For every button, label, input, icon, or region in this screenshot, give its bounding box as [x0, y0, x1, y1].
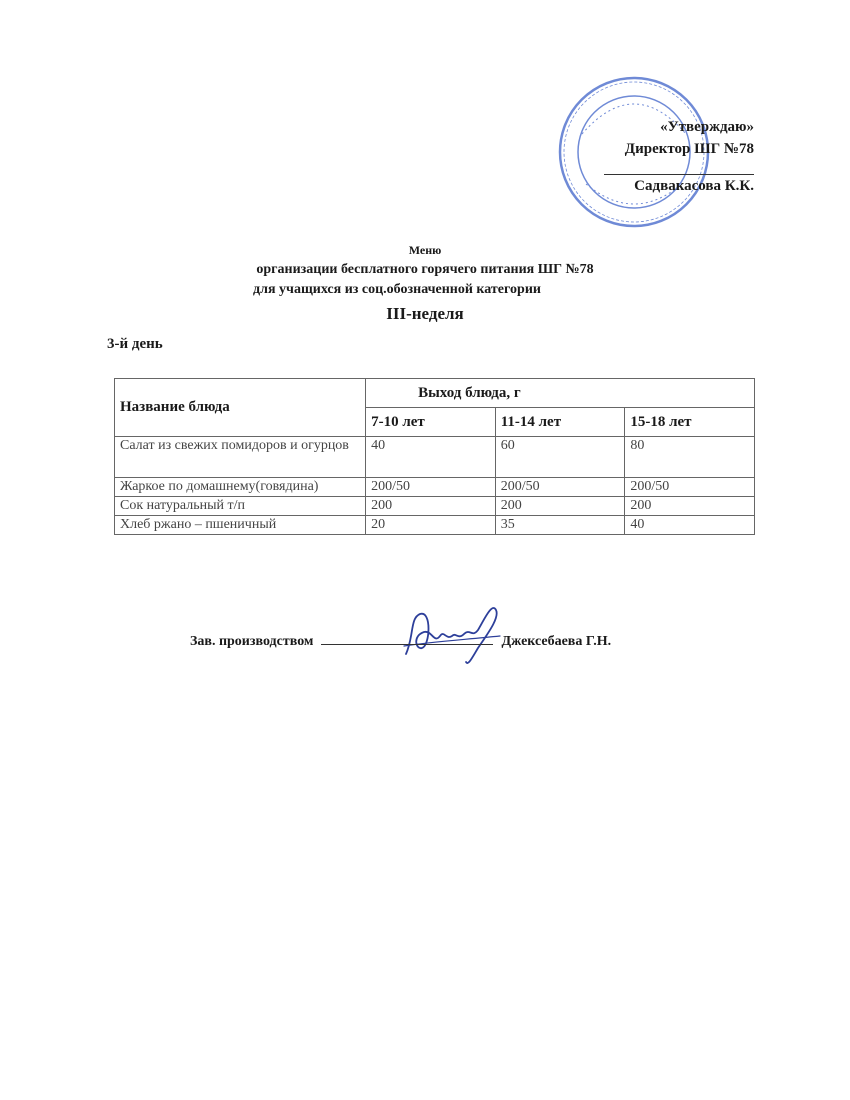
- dish-value: 200/50: [366, 478, 496, 497]
- column-header-output: Выход блюда, г: [366, 379, 755, 408]
- title-menu: Меню: [408, 243, 442, 257]
- approval-position: Директор ШГ №78: [624, 141, 754, 157]
- dish-value: 40: [625, 516, 755, 535]
- dish-value: 80: [625, 437, 755, 478]
- dish-name: Салат из свежих помидоров и огурцов: [115, 437, 366, 478]
- dish-value: 35: [495, 516, 625, 535]
- title-organization: организации бесплатного горячего питания ШГ №78: [256, 262, 594, 277]
- title-week: III-неделя: [386, 304, 464, 323]
- column-header-age: 15-18 лет: [625, 408, 755, 437]
- column-header-age: 11-14 лет: [495, 408, 625, 437]
- day-label: 3-й день: [107, 336, 163, 352]
- dish-value: 200: [495, 497, 625, 516]
- approval-signature-line: [604, 160, 754, 175]
- column-header-dish: Название блюда: [115, 379, 366, 437]
- table-row: [115, 516, 755, 535]
- dish-value: 200/50: [495, 478, 625, 497]
- column-header-age: 7-10 лет: [366, 408, 496, 437]
- dish-value: 200/50: [625, 478, 755, 497]
- dish-name: Жаркое по домашнему(говядина): [115, 478, 366, 497]
- document-title: [0, 240, 850, 324]
- table-row: [115, 497, 755, 516]
- footer-signature-line: [321, 632, 493, 645]
- title-category: для учащихся из соц.обозначенной категории: [253, 282, 541, 297]
- dish-value: 60: [495, 437, 625, 478]
- dish-value: 200: [366, 497, 496, 516]
- approval-name: Садвакасова К.К.: [634, 178, 754, 194]
- menu-table: [114, 378, 755, 535]
- footer-name: Джексебаева Г.Н.: [501, 634, 612, 649]
- dish-value: 20: [366, 516, 496, 535]
- footer-signature: [190, 632, 611, 650]
- dish-value: 40: [366, 437, 496, 478]
- table-row: [115, 437, 755, 478]
- dish-name: Сок натуральный т/п: [115, 497, 366, 516]
- dish-value: 200: [625, 497, 755, 516]
- approval-heading: «Утверждаю»: [660, 119, 754, 135]
- footer-role: Зав. производством: [190, 634, 314, 649]
- approval-block: [604, 116, 754, 197]
- table-header-row: [115, 379, 755, 408]
- dish-name: Хлеб ржано – пшеничный: [115, 516, 366, 535]
- table-row: [115, 478, 755, 497]
